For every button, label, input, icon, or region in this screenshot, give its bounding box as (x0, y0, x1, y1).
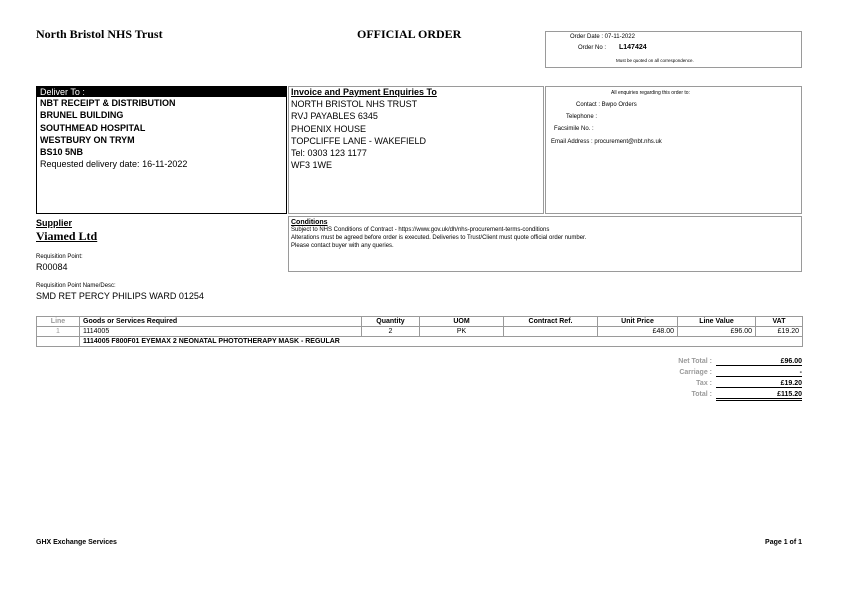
deliver-line: NBT RECEIPT & DISTRIBUTION (40, 98, 176, 108)
col-header-quantity: Quantity (362, 317, 420, 327)
requisition-point-name-label: Requisition Point Name/Desc: (36, 283, 116, 289)
cell-line-value: £96.00 (678, 327, 756, 337)
conditions-box (288, 216, 802, 272)
invoice-line: PHOENIX HOUSE (291, 123, 367, 134)
condition-line: Alterations must be agreed before order is executed. Deliveries to Trust/Client must quote official order number. (291, 235, 587, 241)
conditions-text (289, 226, 801, 250)
requisition-point-name-value: SMD RET PERCY PHILIPS WARD 01254 (36, 291, 204, 301)
col-header-line-value: Line Value (678, 317, 756, 327)
net-total-label: Net Total : (678, 358, 712, 365)
invoice-box (288, 86, 544, 214)
invoice-heading: Invoice and Payment Enquiries To (291, 87, 437, 97)
cell-vat: £19.20 (756, 327, 803, 337)
enquiries-facsimile: Facsimile No. : (554, 126, 594, 132)
grand-total-value: £115.20 (716, 391, 802, 401)
carriage-label: Carriage : (679, 369, 712, 376)
col-header-line: Line (37, 317, 80, 327)
trust-name: North Bristol NHS Trust (36, 27, 163, 41)
invoice-line: RVJ PAYABLES 6345 (291, 111, 378, 122)
cell-unit-price: £48.00 (598, 327, 678, 337)
order-date: Order Date : 07-11-2022 (570, 34, 635, 40)
col-header-goods: Goods or Services Required (80, 317, 362, 327)
table-row (37, 327, 803, 337)
deliver-heading: Deliver To : (37, 87, 286, 97)
enquiries-email: Email Address : procurement@nbt.nhs.uk (551, 139, 662, 145)
deliver-line: BRUNEL BUILDING (40, 110, 124, 121)
tax-label: Tax : (696, 380, 712, 387)
table-row-description (37, 337, 803, 347)
order-no-value: L147424 (619, 44, 647, 51)
order-no-label: Order No : (578, 45, 607, 51)
invoice-line: TOPCLIFFE LANE - WAKEFIELD (291, 135, 427, 146)
deliver-line: BS10 5NB (40, 147, 84, 158)
tax-row (640, 380, 802, 390)
order-lines-table (36, 316, 803, 347)
cell-contract (504, 327, 598, 337)
requisition-point-label: Requisition Point: (36, 254, 83, 260)
requested-delivery-date: Requested delivery date: 16-11-2022 (40, 159, 188, 170)
order-note: Must be quoted on all correspondence. (616, 58, 694, 63)
invoice-line: WF3 1WE (291, 160, 333, 171)
net-total-value: £96.00 (716, 358, 802, 366)
col-header-unit-price: Unit Price (598, 317, 678, 327)
invoice-address (289, 98, 543, 172)
enquiries-box (545, 86, 802, 214)
col-header-uom: UOM (420, 317, 504, 327)
invoice-line: Tel: 0303 123 1177 (291, 148, 367, 159)
cell-code: 1114005 (80, 327, 362, 337)
table-header-row (37, 317, 803, 327)
supplier-name: Viamed Ltd (36, 229, 98, 243)
condition-line: Subject to NHS Conditions of Contract - https://www.gov.uk/dh/nhs-procurement-terms-conditions (291, 227, 550, 233)
footer-page-number: Page 1 of 1 (765, 539, 802, 546)
col-header-contract: Contract Ref. (504, 317, 598, 327)
order-info-box (545, 31, 802, 68)
supplier-label: Supplier (36, 218, 73, 228)
deliver-to-box (36, 86, 287, 214)
cell-line: 1 (37, 327, 80, 337)
enquiries-telephone: Telephone : (566, 114, 598, 120)
enquiries-contact: Contact : Bwpo Orders (576, 102, 637, 108)
document-title: OFFICIAL ORDER (357, 27, 462, 41)
invoice-line: NORTH BRISTOL NHS TRUST (291, 99, 418, 109)
condition-line: Please contact buyer with any queries. (291, 243, 394, 249)
tax-value: £19.20 (716, 380, 802, 388)
cell-quantity: 2 (362, 327, 420, 337)
col-header-vat: VAT (756, 317, 803, 327)
deliver-address (37, 97, 286, 158)
carriage-row (640, 369, 802, 379)
carriage-value: - (716, 369, 802, 377)
net-total-row (640, 358, 802, 368)
requisition-point-value: R00084 (36, 262, 68, 272)
grand-total-label: Total : (691, 391, 712, 398)
cell-uom: PK (420, 327, 504, 337)
grand-total-row (640, 391, 802, 401)
enquiries-heading: All enquiries regarding this order to: (611, 90, 690, 96)
deliver-line: SOUTHMEAD HOSPITAL (40, 122, 146, 133)
cell-description: 1114005 F800F01 EYEMAX 2 NEONATAL PHOTOTHERAPY MASK - REGULAR (80, 337, 803, 347)
deliver-line: WESTBURY ON TRYM (40, 134, 135, 145)
footer-left: GHX Exchange Services (36, 539, 117, 546)
conditions-label: Conditions (291, 219, 328, 226)
